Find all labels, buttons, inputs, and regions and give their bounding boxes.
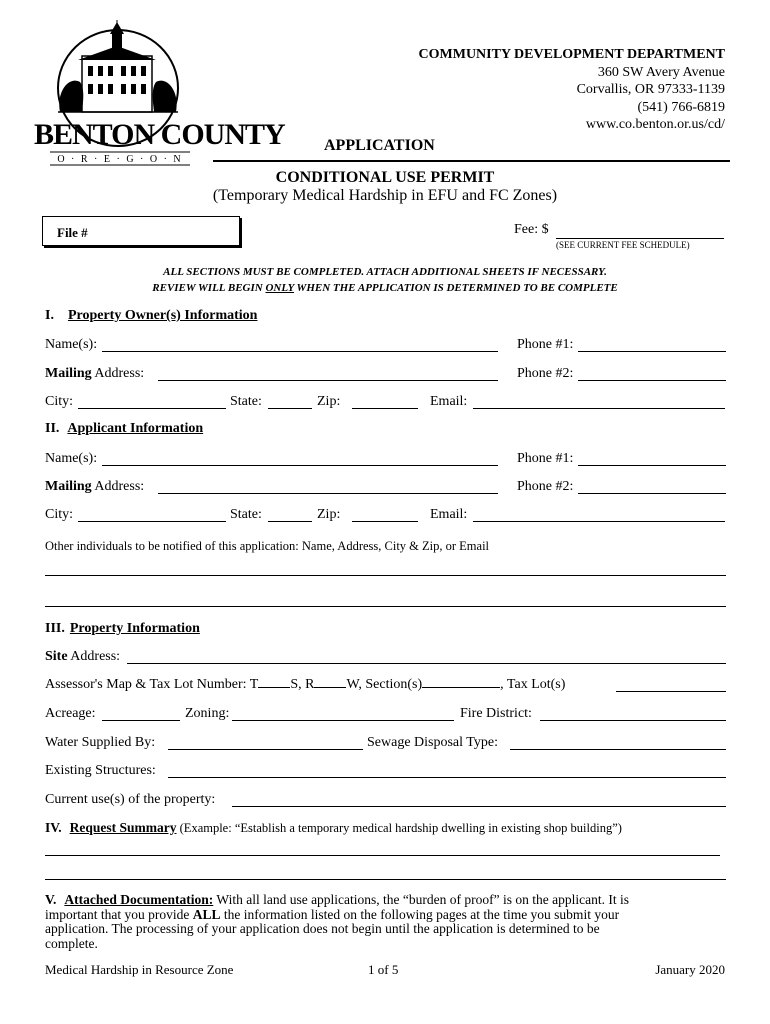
owner-zip-label: Zip: — [317, 394, 341, 409]
owner-state-field[interactable] — [268, 408, 312, 409]
acreage-label: Acreage: — [45, 706, 96, 721]
owner-mailing-label: Mailing Address: — [45, 366, 145, 381]
footer-page-number: 1 of 5 — [368, 962, 399, 977]
owner-phone2-field[interactable] — [578, 380, 726, 381]
sewage-label: Sewage Disposal Type: — [367, 735, 498, 750]
section-5-text: V. Attached Documentation: With all land use applications, the “burden of proof” is on the applicant. It is important that you provide ALL the information listed on the following pages at the time you submit your application. The processing of your application does not begin until the application is determined to be complete. — [45, 892, 629, 951]
courthouse-seal-icon — [30, 20, 285, 170]
owner-phone2-label: Phone #2: — [517, 366, 574, 381]
file-number-label: File # — [57, 225, 88, 240]
owner-names-field[interactable] — [102, 351, 498, 352]
footer-left: Medical Hardship in Resource Zone — [45, 962, 234, 977]
applicant-state-field[interactable] — [268, 521, 312, 522]
department-name: COMMUNITY DEVELOPMENT DEPARTMENT — [418, 47, 725, 62]
existing-structures-label: Existing Structures: — [45, 763, 156, 778]
logo-wordmark: BENTON COUNTY — [34, 118, 285, 151]
applicant-city-field[interactable] — [78, 521, 226, 522]
township-field[interactable] — [258, 687, 290, 688]
zoning-label: Zoning: — [185, 706, 230, 721]
phone-number: (541) 766-6819 — [637, 99, 725, 115]
fee-label: Fee: $ — [514, 222, 549, 237]
applicant-names-field[interactable] — [102, 465, 498, 466]
department-address-block — [419, 46, 725, 134]
other-individuals-label: Other individuals to be notified of this application: Name, Address, City & Zip, or Email — [45, 539, 490, 553]
fee-schedule-note: (SEE CURRENT FEE SCHEDULE) — [556, 240, 690, 250]
current-use-label: Current use(s) of the property: — [45, 792, 216, 807]
applicant-mailing-field[interactable] — [158, 493, 498, 494]
section-5-title: Attached Documentation: — [64, 892, 214, 907]
range-field[interactable] — [314, 687, 346, 688]
permit-title: CONDITIONAL USE PERMIT — [275, 169, 495, 186]
section-1-heading: I. Property Owner(s) Information — [45, 308, 258, 323]
fire-district-label: Fire District: — [460, 706, 532, 721]
notice-line-2: REVIEW WILL BEGIN ONLY WHEN THE APPLICATION IS DETERMINED TO BE COMPLETE — [152, 282, 618, 294]
applicant-phone2-field[interactable] — [578, 493, 726, 494]
acreage-field[interactable] — [102, 720, 180, 721]
section-3-heading: III. Property Information — [45, 621, 200, 636]
owner-names-label: Name(s): — [45, 337, 98, 352]
applicant-city-label: City: — [45, 507, 74, 522]
applicant-names-label: Name(s): — [45, 451, 98, 466]
owner-city-field[interactable] — [78, 408, 226, 409]
applicant-zip-label: Zip: — [317, 507, 341, 522]
notice-line-1: ALL SECTIONS MUST BE COMPLETED. ATTACH ADDITIONAL SHEETS IF NECESSARY. — [163, 266, 607, 278]
applicant-email-label: Email: — [430, 507, 468, 522]
water-label: Water Supplied By: — [45, 735, 156, 750]
other-individuals-field-1[interactable] — [45, 575, 726, 576]
section-4-heading: IV. Request Summary (Example: “Establish a temporary medical hardship dwelling in existing shop building”) — [45, 820, 622, 835]
applicant-phone2-label: Phone #2: — [517, 479, 574, 494]
file-number-box[interactable] — [42, 216, 240, 246]
benton-county-logo — [30, 20, 285, 170]
only-emphasis: ONLY — [265, 282, 294, 294]
existing-structures-field[interactable] — [168, 777, 726, 778]
owner-email-field[interactable] — [473, 408, 725, 409]
header-rule — [213, 160, 730, 162]
owner-city-label: City: — [45, 394, 74, 409]
owner-phone1-field[interactable] — [578, 351, 726, 352]
applicant-phone1-field[interactable] — [578, 465, 726, 466]
applicant-state-label: State: — [230, 507, 262, 522]
section-field[interactable] — [422, 687, 500, 688]
site-address-label: Site Address: — [45, 649, 121, 664]
svg-text:O · R · E · G · O · N: O · R · E · G · O · N — [57, 154, 183, 165]
application-heading: APPLICATION — [324, 137, 435, 154]
applicant-mailing-label: Mailing Address: — [45, 479, 145, 494]
footer-date: January 2020 — [655, 962, 725, 977]
water-field[interactable] — [168, 749, 363, 750]
tax-lot-field[interactable] — [616, 691, 726, 692]
fee-input-line[interactable] — [556, 238, 724, 239]
other-individuals-field-2[interactable] — [45, 606, 726, 607]
assessor-map-label: Assessor's Map & Tax Lot Number: T S, R W, Section(s) , Tax Lot(s) — [45, 677, 566, 692]
city-address: Corvallis, OR 97333-1139 — [576, 82, 725, 97]
request-summary-field-2[interactable] — [45, 879, 726, 880]
applicant-email-field[interactable] — [473, 521, 725, 522]
permit-subtitle: (Temporary Medical Hardship in EFU and FC Zones) — [212, 187, 558, 204]
applicant-phone1-label: Phone #1: — [517, 451, 574, 466]
zoning-field[interactable] — [232, 720, 454, 721]
owner-phone1-label: Phone #1: — [517, 337, 574, 352]
fire-district-field[interactable] — [540, 720, 726, 721]
applicant-zip-field[interactable] — [352, 521, 418, 522]
website[interactable]: www.co.benton.or.us/cd/ — [585, 117, 725, 132]
owner-mailing-field[interactable] — [158, 380, 498, 381]
request-summary-field-1[interactable] — [45, 855, 720, 856]
owner-email-label: Email: — [430, 394, 468, 409]
current-use-field[interactable] — [232, 806, 726, 807]
owner-state-label: State: — [230, 394, 262, 409]
site-address-field[interactable] — [127, 663, 726, 664]
owner-zip-field[interactable] — [352, 408, 418, 409]
sewage-field[interactable] — [510, 749, 726, 750]
street-address: 360 SW Avery Avenue — [597, 64, 725, 80]
section-2-heading: II. Applicant Information — [45, 421, 204, 436]
